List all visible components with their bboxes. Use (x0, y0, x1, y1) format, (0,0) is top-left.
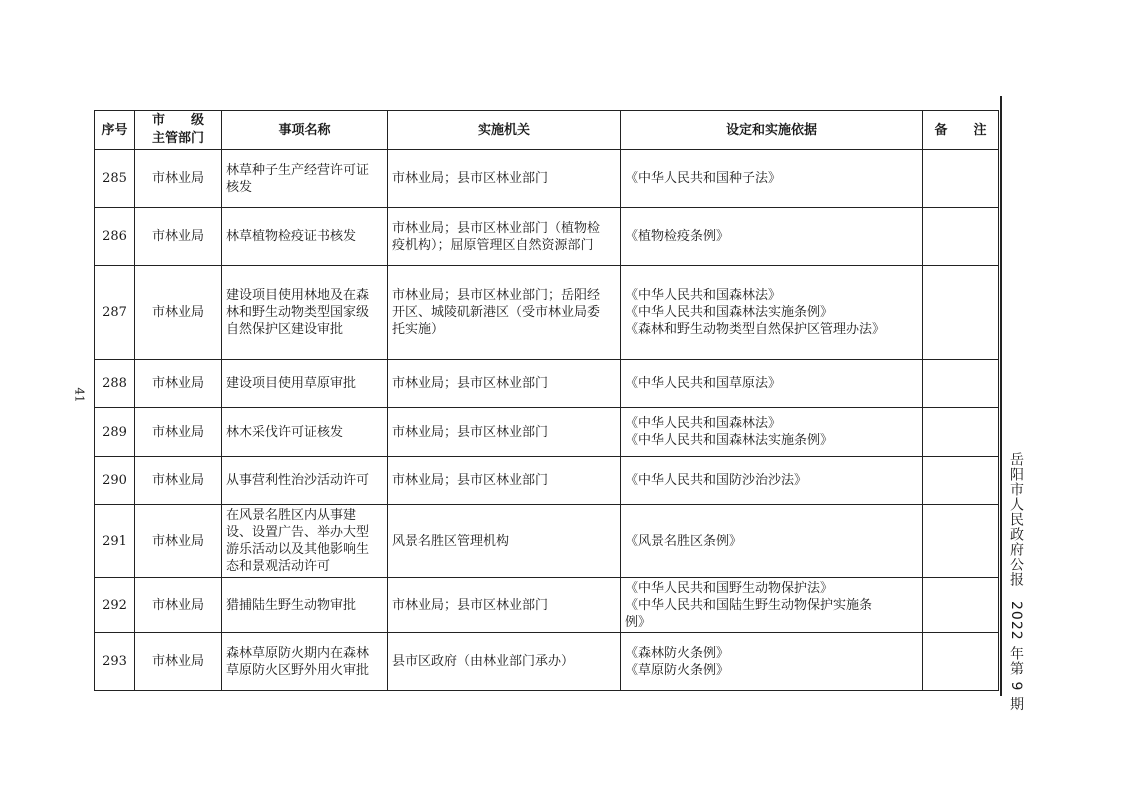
row-number: 286 (95, 208, 135, 266)
row-remarks (923, 578, 999, 633)
row-agency-line: 疫机构）；屈原管理区自然资源部门 (392, 237, 594, 253)
row-basis-line: 《森林和野生动物类型自然保护区管理办法》 (625, 322, 886, 337)
row-item-line: 建设项目使用草原审批 (226, 376, 357, 391)
row-number: 285 (95, 150, 135, 208)
row-number: 288 (95, 360, 135, 408)
row-basis-line: 《中华人民共和国森林法》 (625, 288, 782, 303)
row-basis-line: 《中华人民共和国野生动物保护法》 (625, 580, 834, 596)
row-agency-line: 市林业局；县市区林业部门 (392, 597, 549, 613)
row-agency-line: 县市区政府（由林业部门承办） (392, 654, 575, 669)
row-agency (388, 408, 621, 457)
row-remarks (923, 150, 999, 208)
row-item-line: 游乐活动以及其他影响生 (226, 542, 370, 557)
row-item-line: 从事营利性治沙活动许可 (226, 473, 370, 488)
row-dept: 市林业局 (135, 578, 222, 633)
row-agency-line: 开区、城陵矶新港区（受市林业局委 (392, 305, 601, 320)
row-agency (388, 150, 621, 208)
row-basis (621, 633, 923, 691)
publication-issue: 2022 年第 9 期 (1008, 601, 1024, 712)
header-agency: 实施机关 (388, 111, 621, 150)
row-dept: 市林业局 (135, 408, 222, 457)
row-item-line: 林和野生动物类型国家级 (226, 305, 370, 320)
row-agency-line: 托实施） (392, 322, 445, 337)
admin-permit-table (94, 110, 999, 691)
side-rule (1000, 96, 1002, 696)
row-basis-line: 《中华人民共和国草原法》 (625, 376, 782, 391)
row-item-line: 草原防火区野外用火审批 (226, 662, 370, 678)
table-row (95, 208, 999, 266)
row-basis-line: 《中华人民共和国防沙治沙法》 (625, 473, 808, 488)
row-agency (388, 633, 621, 691)
row-remarks (923, 360, 999, 408)
row-agency-line: 市林业局；县市区林业部门 (392, 376, 549, 391)
row-basis (621, 208, 923, 266)
row-remarks (923, 266, 999, 360)
row-agency (388, 505, 621, 578)
row-agency (388, 457, 621, 505)
table-row (95, 578, 999, 633)
table-row (95, 457, 999, 505)
table-row (95, 360, 999, 408)
row-remarks (923, 633, 999, 691)
row-item (222, 633, 388, 691)
row-agency-line: 市林业局；县市区林业部门 (392, 424, 549, 440)
row-dept: 市林业局 (135, 208, 222, 266)
row-item (222, 360, 388, 408)
row-agency-line: 市林业局；县市区林业部门；岳阳经 (392, 288, 601, 303)
row-basis (621, 505, 923, 578)
row-item (222, 578, 388, 633)
row-number: 289 (95, 408, 135, 457)
row-basis-line: 《中华人民共和国森林法实施条例》 (625, 305, 834, 320)
row-dept: 市林业局 (135, 360, 222, 408)
row-basis (621, 578, 923, 633)
row-basis-line: 《中华人民共和国种子法》 (625, 171, 782, 186)
row-number: 290 (95, 457, 135, 505)
row-item (222, 208, 388, 266)
header-row (95, 111, 999, 150)
publication-title (1004, 452, 1028, 712)
row-item-line: 建设项目使用林地及在森 (226, 288, 370, 303)
row-basis (621, 457, 923, 505)
table-row (95, 266, 999, 360)
row-item-line: 猎捕陆生野生动物审批 (226, 597, 357, 613)
row-dept: 市林业局 (135, 633, 222, 691)
row-item-line: 林草种子生产经营许可证 (226, 162, 370, 178)
row-item-line: 在风景名胜区内从事建 (226, 508, 357, 523)
row-dept: 市林业局 (135, 505, 222, 578)
header-item: 事项名称 (222, 111, 388, 150)
row-item-line: 自然保护区建设审批 (226, 322, 344, 337)
row-item-line: 森林草原防火期内在森林 (226, 645, 370, 661)
row-item (222, 266, 388, 360)
row-basis-line: 《风景名胜区条例》 (625, 533, 743, 549)
row-basis-line: 《草原防火条例》 (625, 662, 730, 678)
page-number: 41 (72, 387, 87, 403)
table-row (95, 408, 999, 457)
row-basis-line: 《森林防火条例》 (625, 645, 730, 661)
table-body (95, 150, 999, 691)
row-remarks (923, 408, 999, 457)
row-basis-line: 《中华人民共和国陆生野生动物保护实施条 (625, 597, 873, 613)
row-item (222, 150, 388, 208)
row-basis (621, 360, 923, 408)
row-dept: 市林业局 (135, 457, 222, 505)
row-basis (621, 408, 923, 457)
row-agency-line: 市林业局；县市区林业部门 (392, 473, 549, 488)
row-agency-line: 风景名胜区管理机构 (392, 533, 510, 549)
header-dept-line1: 市 级 (151, 113, 204, 128)
row-item-line: 林木采伐许可证核发 (226, 424, 344, 440)
table-row (95, 505, 999, 578)
header-dept (135, 111, 222, 150)
table-row (95, 633, 999, 691)
table-row (95, 150, 999, 208)
row-number: 291 (95, 505, 135, 578)
row-basis-line: 例》 (625, 614, 652, 630)
row-agency-line: 市林业局；县市区林业部门 (392, 171, 549, 186)
header-basis: 设定和实施依据 (621, 111, 923, 150)
row-basis-line: 《中华人民共和国森林法》 (625, 416, 782, 431)
row-agency (388, 208, 621, 266)
row-agency-line: 市林业局；县市区林业部门（植物检 (392, 220, 601, 236)
row-remarks (923, 208, 999, 266)
row-item-line: 态和景观活动许可 (226, 559, 331, 574)
row-basis (621, 150, 923, 208)
row-basis-line: 《中华人民共和国森林法实施条例》 (625, 433, 834, 448)
row-dept: 市林业局 (135, 266, 222, 360)
row-basis (621, 266, 923, 360)
row-number: 292 (95, 578, 135, 633)
row-item-line: 核发 (226, 179, 253, 195)
row-agency (388, 266, 621, 360)
row-dept: 市林业局 (135, 150, 222, 208)
row-remarks (923, 505, 999, 578)
publication-name: 岳阳市人民政府公报 (1008, 452, 1024, 587)
header-remarks: 备 注 (923, 111, 999, 150)
row-item (222, 408, 388, 457)
row-item (222, 505, 388, 578)
header-index: 序号 (95, 111, 135, 150)
row-remarks (923, 457, 999, 505)
row-item-line: 林草植物检疫证书核发 (226, 229, 357, 244)
header-dept-line2: 主管部门 (151, 131, 204, 146)
row-number: 293 (95, 633, 135, 691)
row-item (222, 457, 388, 505)
row-agency (388, 360, 621, 408)
row-basis-line: 《植物检疫条例》 (625, 229, 730, 244)
row-number: 287 (95, 266, 135, 360)
row-agency (388, 578, 621, 633)
row-item-line: 设、设置广告、举办大型 (226, 525, 370, 540)
